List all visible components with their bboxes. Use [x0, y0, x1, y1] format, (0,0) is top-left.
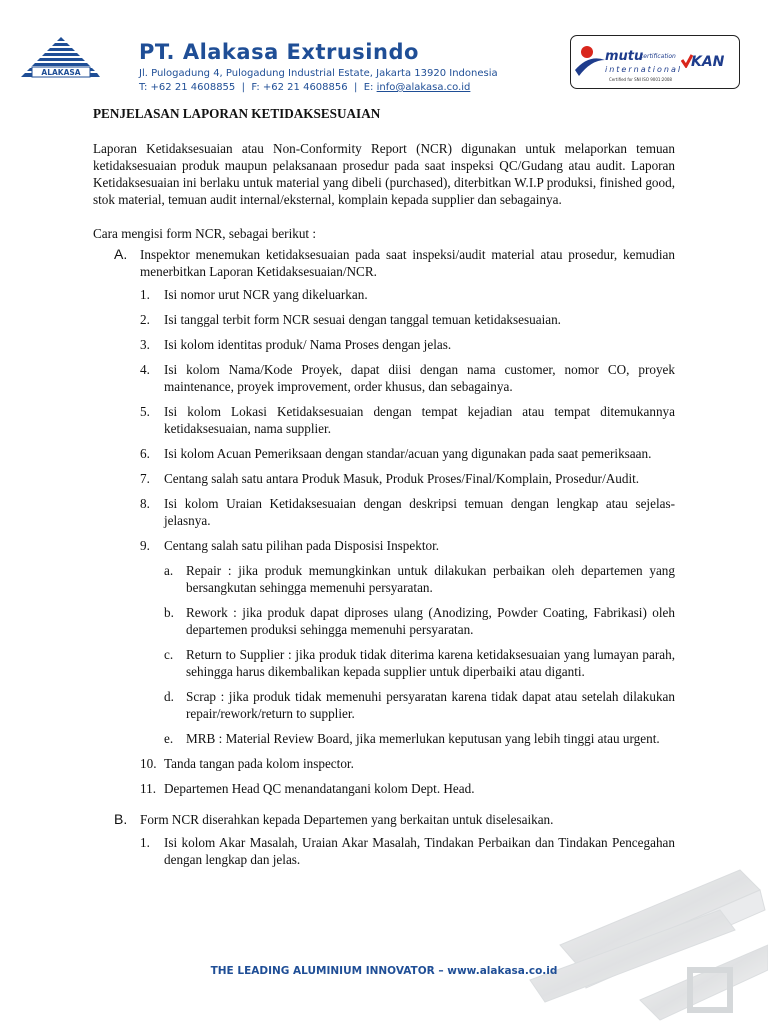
cert-kan: KAN: [691, 54, 725, 70]
list-item: 9. Centang salah satu pilihan pada Disposisi Inspektor. a. Repair : jika produk memungkinkan untuk dilakukan perbaikan oleh departemen yang bersangkutan sehingga memenuhi persyaratan. b. Rework : jika produk dapat diproses ulang (Anodizing, Powder Coating, Fabrikasi) oleh departemen produksi sehingga memenuhi persyaratan. c. Return to Supplier : jika produk tidak diterima karena ketidaksesuaian yang lumayan parah, sehingga harus dikembalikan kepada supplier untuk diperbaiki atau diganti. d. Scrap : jika produk tidak memenuhi persyaratan karena tidak dapat atau setelah dilakukan repair/rework/return to supplier. e. MRB : Material Review Board, jika memerlukan keputusan yang lebih tinggi atau urgent.: [140, 538, 675, 746]
sub-list-item: b. Rework : jika produk dapat diproses ulang (Anodizing, Powder Coating, Fabrikasi) oleh departemen produksi sehingga memenuhi persyaratan.: [164, 605, 675, 637]
certification-badge: [570, 35, 740, 89]
email-label: E:: [363, 82, 374, 93]
alakasa-logo-icon: [18, 34, 104, 94]
separator: |: [353, 82, 358, 93]
disposition-list: [164, 562, 675, 747]
cert-international: international: [605, 65, 683, 74]
letterhead: [0, 0, 768, 100]
list-item: 8. Isi kolom Uraian Ketidaksesuaian dengan deskripsi temuan dengan lengkap atau sejelas-jelasnya.: [140, 496, 675, 528]
sub-list-item: e. MRB : Material Review Board, jika memerlukan keputusan yang lebih tinggi atau urgent.: [164, 731, 660, 746]
logo-text: ALAKASA: [41, 68, 81, 77]
section-marker: A.: [114, 246, 128, 262]
list-item: 5. Isi kolom Lokasi Ketidaksesuaian dengan tempat kejadian atau tempat ditemukannya ketidaksesuaian, nama supplier.: [140, 404, 675, 436]
footer-tagline: THE LEADING ALUMINIUM INNOVATOR – www.alakasa.co.id: [210, 965, 558, 977]
sub-list-item: a. Repair : jika produk memungkinkan untuk dilakukan perbaikan oleh departemen yang bersangkutan sehingga memenuhi persyaratan.: [164, 563, 675, 595]
list-item: 3. Isi kolom identitas produk/ Nama Proses dengan jelas.: [140, 337, 452, 352]
aluminium-profiles-graphic: [520, 850, 768, 1024]
list-item: 11. Departemen Head QC menandatangani kolom Dept. Head.: [140, 781, 475, 796]
email-link[interactable]: info@alakasa.co.id: [376, 82, 471, 93]
section-a-list: [140, 286, 675, 797]
cert-certified-text: Certified for SNI ISO 9001:2008: [609, 77, 672, 82]
list-item: 2. Isi tanggal terbit form NCR sesuai dengan tanggal temuan ketidaksesuaian.: [140, 312, 561, 327]
section-marker: B.: [114, 811, 128, 827]
intro-paragraph: Laporan Ketidaksesuaian atau Non-Conformity Report (NCR) digunakan untuk melaporkan temuan ketidaksesuaian produk maupun pelaksanaan prosedur pada saat inspeksi QC/Gudang atau audit. Laporan Ketidaksesuaian ini berlaku untuk material yang dibeli (purchased), diterbitkan W.I.P produksi, finished good, stok material, temuan audit internal/eksternal, komplain kepada supplier dan sebagainya.: [93, 141, 675, 207]
sub-list-item: c. Return to Supplier : jika produk tidak diterima karena ketidaksesuaian yang lumayan parah, sehingga harus dikembalikan kepada supplier untuk diperbaiki atau diganti.: [164, 647, 675, 679]
section-a: [93, 246, 675, 805]
sub-list-item: d. Scrap : jika produk tidak memenuhi persyaratan karena tidak dapat atau setelah dilakukan repair/rework/return to supplier.: [164, 689, 675, 721]
cert-brand: mutu: [605, 49, 644, 64]
fax: F: +62 21 4608856: [251, 82, 348, 93]
phone: T: +62 21 4608855: [139, 82, 236, 93]
list-item: 6. Isi kolom Acuan Pemeriksaan dengan standar/acuan yang digunakan pada saat pemeriksaan.: [140, 446, 652, 461]
list-item: 4. Isi kolom Nama/Kode Proyek, dapat diisi dengan nama customer, nomor CO, proyek maintenance, proyek improvement, order khusus, dan sebagainya.: [140, 362, 675, 394]
company-contacts: [139, 82, 470, 93]
company-address: Jl. Pulogadung 4, Pulogadung Industrial Estate, Jakarta 13920 Indonesia: [139, 68, 498, 79]
document-body: [93, 100, 675, 882]
mutu-swoosh-icon: [573, 40, 607, 84]
list-item: 1. Isi kolom Akar Masalah, Uraian Akar Masalah, Tindakan Perbaikan dan Tindakan Pencegahan dengan lengkap dan jelas.: [140, 835, 675, 867]
section-b-text: Form NCR diserahkan kepada Departemen yang berkaitan untuk diselesaikan.: [140, 812, 554, 827]
company-name: PT. Alakasa Extrusindo: [139, 40, 419, 64]
separator: |: [241, 82, 246, 93]
document-title: PENJELASAN LAPORAN KETIDAKSESUAIAN: [93, 106, 381, 121]
instructions-lead: Cara mengisi form NCR, sebagai berikut :: [93, 226, 317, 241]
cert-brand-sub: certification: [640, 53, 676, 60]
list-item: 7. Centang salah satu antara Produk Masuk, Produk Proses/Final/Komplain, Prosedur/Audit.: [140, 471, 640, 486]
section-a-text: Inspektor menemukan ketidaksesuaian pada saat inspeksi/audit material atau prosedur, kemudian menerbitkan Laporan Ketidaksesuaian/NCR.: [140, 247, 675, 279]
list-item: 1. Isi nomor urut NCR yang dikeluarkan.: [140, 287, 368, 302]
list-item: 10. Tanda tangan pada kolom inspector.: [140, 756, 354, 771]
